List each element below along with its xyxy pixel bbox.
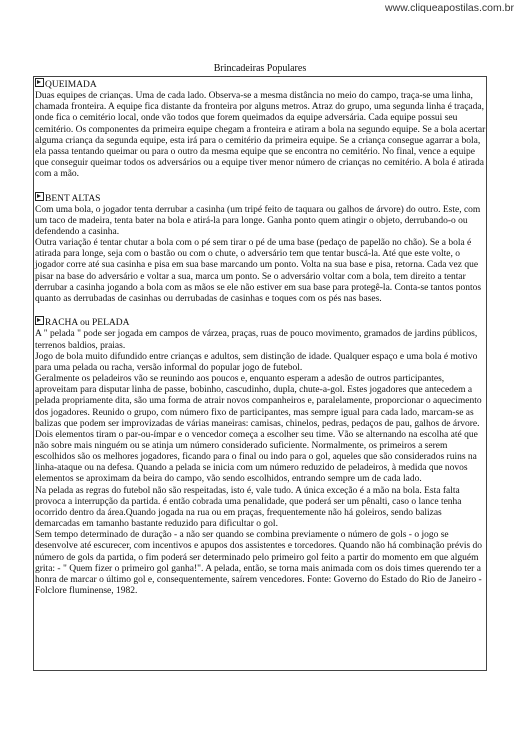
paragraph: Dois elementos tiram o par-ou-ímpar e o vencedor começa a escolher seu time. Vão se alternando na escolha até que não sobre mais ninguém ou se atinja um número considerado suficiente. Normalmente, os primeiros a serem escolhidos são os melhores jogadores, ficando para o final ou indo para o gol, aqueles que são considerados ruins na linha-ataque ou na defesa. Quando a pelada se inicia com um número reduzido de peladeiros, à medida que novos elementos se aproximam da beira do campo, vão sendo escolhidos, entrando sempre um de cada lado. [35, 429, 478, 485]
arrow-box-icon [35, 192, 44, 201]
section-title [35, 192, 486, 205]
section-title [35, 78, 486, 91]
paragraph: Jogo de bola muito difundido entre crianças e adultos, sem distinção de idade. Qualquer espaço e uma bola é motivo para uma pelada ou racha, versão informal do popular jogo de futebol. [35, 351, 478, 373]
section-title-text: QUEIMADA [45, 80, 97, 90]
paragraph: Outra variação é tentar chutar a bola com o pé sem tirar o pé de uma base (pedaço de papelão no chão). Se a bola é atirada para longe, seja com o bastão ou com o chute, o adversário tem que tentar buscá-la. Até que este volte, o jogador corre até sua casinha e pisa em sua base marcando um ponto. Volta na sua base e pisa, retorna. Cada vez que pisar na base do adversário e voltar a sua, marca um ponto. Se o adversário voltar com a bola, tem direito a tentar derrubar a casinha jogando a bola com as mãos se ele não estiver em sua base para protegê-la. Conta-se tantos pontos quanto as derrubadas de casinhas ou derrubadas de casinhas e toques com os pés nas bases. [35, 238, 482, 304]
paragraph: Com uma bola, o jogador tenta derrubar a casinha (um tripé feito de taquara ou galhos de árvore) do outro. Este, com um taco de madeira, tenta bater na bola e atirá-la para longe. Ganha ponto quem atingir o objeto, derrubando-o ou defendendo a casinha. [35, 204, 481, 238]
section-title [35, 316, 486, 329]
document-body [35, 78, 486, 608]
page-title: Brincadeiras Populares [213, 63, 307, 74]
section-queimada [35, 78, 486, 180]
paragraph: A " pelada " pode ser jogada em campos de várzea, praças, ruas de pouco movimento, gramados de jardins públicos, terrenos baldios, praias. [35, 329, 478, 351]
paragraph: Geralmente os peladeiros vão se reunindo aos poucos e, enquanto esperam a adesão de outros participantes, aproveitam para disputar linha de passe, bobinho, cascudinho, dupla, chute-a-gol. Estes jogadores que antecedem a pelada propriamente dita, são uma forma de atrair novos companheiros e, paralelamente, proporcionar o aquecimento dos jogadores. Reunido o grupo, com número fixo de participantes, mas sempre igual para cada lado, marcam-se as balizas que podem ser improvizadas de várias maneiras: camisas, chinelos, pedras, pedaços de pau, galhos de árvore. [35, 374, 482, 429]
section-title-text: RACHA ou PELADA [45, 318, 130, 329]
arrow-box-icon [35, 78, 44, 87]
site-url: www.cliqueapostilas.com.br [385, 2, 514, 14]
paragraph: Duas equipes de crianças. Uma de cada lado. Observa-se a mesma distância no meio do campo, traça-se uma linha, chamada fronteira. A equipe fica distante da fronteira por alguns metros. Atraz do grupo, uma segunda linha é traçada, onde fica o cemitério local, onde vão todos que forem queimados da equipe adversária. Cada equipe possui seu cemitério. Os componentes da primeira equipe chegam a fronteira e atiram a bola na segundo equipe. Se a bola acertar alguma criança da segunda equipe, esta irá para o cemitério da primeira equipe. Se a criança consegue agarrar a bola, ela passa tentando queimar ou para o outro da mesma equipe que se encontra no cemitério. No final, vence a equipe que conseguir queimar todos os adversários ou a equipe tiver menor número de crianças no cemitério. A bola é atirada com a mão. [35, 91, 486, 180]
section-title-text: BENT ALTAS [45, 193, 101, 204]
paragraph: Sem tempo determinado de duração - a não ser quando se combina previamente o número de gols - o jogo se desenvolve até escurecer, com incentivos e apupos dos assistentes e torcedores. Quando não há combinação prévis do número de gols da partida, o fim poderá ser determinado pelo primeiro gol feito a partir do momento em que alguém grita: - " Quem fizer o primeiro gol ganha!". A pelada, então, se torna mais animada com os dois times querendo ter a honra de marcar o último gol e, consequentemente, saírem vencedores. Fonte: Governo do Estado do Rio de Janeiro - Folclore fluminense, 1982. [35, 530, 483, 596]
arrow-box-icon [35, 316, 44, 325]
section-bent-altas [35, 192, 486, 306]
section-racha-pelada [35, 316, 486, 597]
paragraph: Na pelada as regras do futebol não são respeitadas, isto é, vale tudo. A única exceção é a mão na bola. Esta falta provoca a interrupção da partida. é então cobrada uma penalidade, que poderá ser um pênalti, caso o lance tenha ocorrido dentro da área.Quando jogada na rua ou em praças, frequentemente não há goleiros, sendo balizas demarcadas em tamanho bastante reduzido para dificultar o gol. [35, 485, 462, 530]
